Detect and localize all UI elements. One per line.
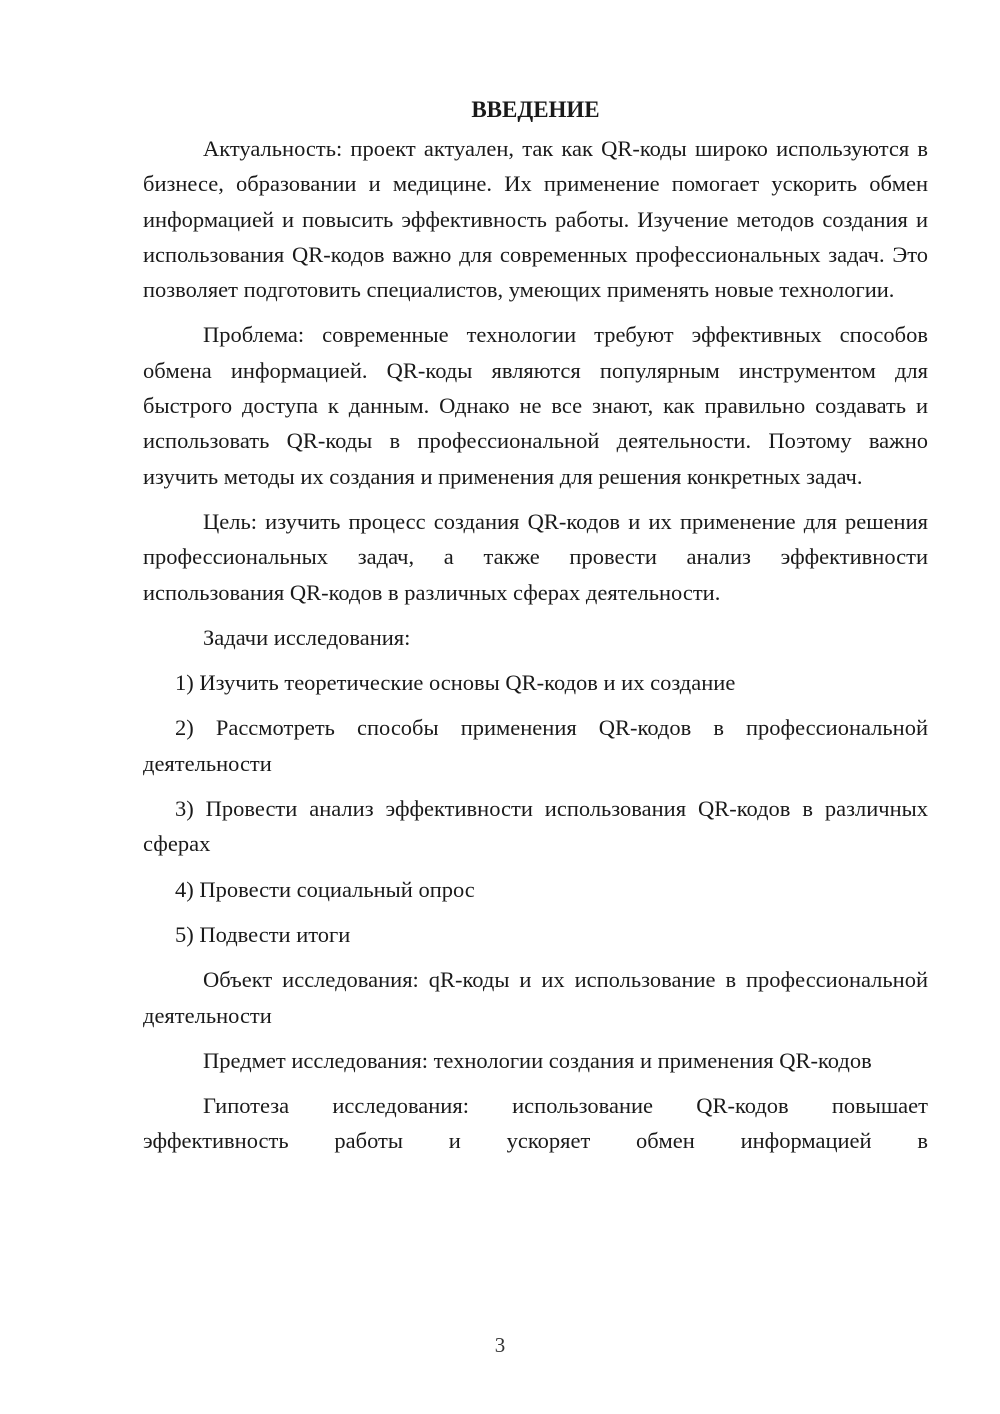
- page-title: ВВЕДЕНИЕ: [471, 97, 600, 122]
- task-item: 2) Рассмотреть способы применения QR-кодов в профессиональной деятельности: [143, 715, 928, 776]
- hypothesis-paragraph: Гипотеза исследования: использование QR-кодов повышает эффективность работы и ускоряет обмен информацией в: [143, 1093, 928, 1154]
- page-content: [143, 95, 928, 1169]
- object-paragraph: Объект исследования: qR-коды и их использование в профессиональной деятельности: [143, 967, 928, 1028]
- page-number: 3: [494, 1333, 506, 1357]
- goal-paragraph: Цель: изучить процесс создания QR-кодов и их применение для решения профессиональных задач, а также провести анализ эффективности использования QR-кодов в различных сферах деятельности.: [143, 508, 928, 605]
- relevance-paragraph: Актуальность: проект актуален, так как QR-коды широко используются в бизнесе, образовании и медицине. Их применение помогает ускорить обмен информацией и повысить эффективность работы. Изучение методов создания и использования QR-кодов важно для современных профессиональных задач. Это позволяет подготовить специалистов, умеющих применять новые технологии.: [143, 136, 928, 303]
- task-item: 5) Подвести итоги: [175, 921, 351, 947]
- subject-paragraph: Предмет исследования: технологии создания и применения QR-кодов: [203, 1047, 872, 1073]
- task-item: 1) Изучить теоретические основы QR-кодов и их создание: [175, 670, 736, 696]
- task-item: 4) Провести социальный опрос: [175, 876, 475, 902]
- problem-paragraph: Проблема: современные технологии требуют эффективных способов обмена информацией. QR-коды являются популярным инструментом для быстрого доступа к данным. Однако не все знают, как правильно создавать и использовать QR-коды в профессиональной деятельности. Поэтому важно изучить методы их создания и применения для решения конкретных задач.: [143, 322, 928, 489]
- tasks-heading: Задачи исследования:: [203, 624, 411, 650]
- task-item: 3) Провести анализ эффективности использования QR-кодов в различных сферах: [143, 796, 928, 857]
